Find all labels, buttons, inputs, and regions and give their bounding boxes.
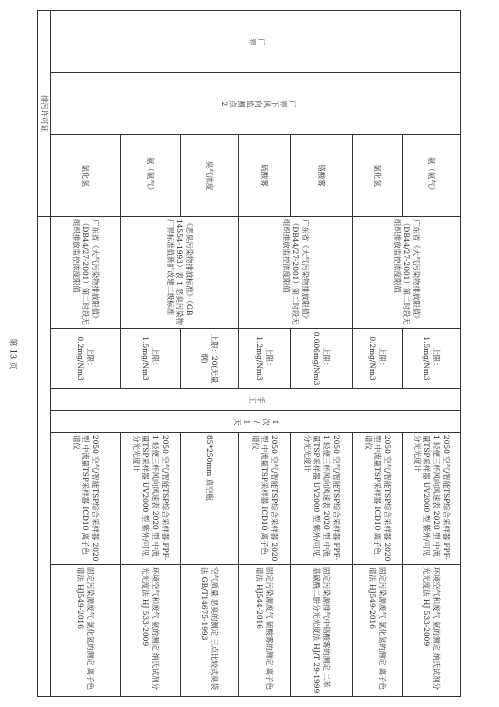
method-cell — [353, 433, 403, 565]
limit-prefix: 上限： — [378, 347, 388, 370]
pollutant-cell — [403, 135, 461, 217]
limit-cell — [51, 329, 121, 389]
pollutant-cell — [181, 135, 239, 217]
limit-value: 0.2mg/Nm3 — [368, 336, 378, 381]
limit-prefix: 上限： — [322, 347, 332, 370]
standard-label: 广东省《大气污染物排放限值》（DB44/27-2001）第二时段无组织排放监控浓度限值 — [281, 219, 311, 325]
pollutant-label: 氯化氢 — [373, 164, 383, 187]
method-label: 2050 空气/智能TSP综合采样器 2020 型 中流量TSP采样器 ICD10 离子色谱仪 — [71, 435, 101, 562]
method-label: 2050 空气/智能TSP综合采样器 FPF-1 轻便三杯风向风速表 2020 型 中流量TSP采样器 UV2000 型 紫外/可见分光光度计 — [412, 435, 452, 560]
monitoring-table — [37, 10, 461, 697]
pollutant-cell — [291, 135, 353, 217]
limit-prefix: 上限： — [151, 347, 161, 370]
method-cell — [121, 433, 181, 565]
method-cell — [181, 433, 239, 565]
standard-cell — [121, 217, 239, 329]
standard-ref-cell — [403, 565, 461, 697]
standard-ref-label: 环境空气和废气 氨的测定 纳氏试剂分光光度法 HJ 533-2009 — [422, 567, 442, 690]
pollutant-label: 氨（氨气） — [427, 157, 437, 194]
method-cell — [51, 433, 121, 565]
pollutant-cell — [353, 135, 403, 217]
standard-ref-label: 空气质量 恶臭的测定 三点比较式臭袋法 GB/T14675-1993 — [200, 567, 220, 690]
limit-cell — [239, 329, 291, 389]
permit-label: 排污许可证 — [40, 95, 49, 132]
page-number — [6, 336, 20, 372]
limit-value: 1.2mg/Nm3 — [255, 336, 265, 381]
method-cell — [403, 433, 461, 565]
standard-cell — [51, 217, 121, 329]
limit-cell — [403, 329, 461, 389]
limit-cell — [291, 329, 353, 389]
standard-ref-label: 固定污染源废气 氯化氢的测定 离子色谱法 HJ549-2016 — [76, 567, 96, 690]
method-label: 2050 空气/智能TSP综合采样器 FPF-1 轻便三杯风向风速表 2020 型 中流量TSP采样器 UV2000 型 紫外/可见分光光度计 — [131, 435, 171, 560]
standard-ref-cell — [121, 565, 181, 697]
standard-ref-cell — [291, 565, 353, 697]
standard-cell — [239, 217, 353, 329]
rotated-monitoring-table — [40, 10, 461, 696]
standard-ref-label: 固定污染源废气 硫酸雾的测定 离子色谱法 HJ544-2016 — [255, 567, 275, 690]
pollutant-label: 铬酸雾 — [317, 164, 327, 187]
method-cell — [239, 433, 291, 565]
method-label: 2050 空气/智能TSP综合采样器 2020 型 中流量TSP采样器 ICD10 离子色谱仪 — [363, 435, 393, 562]
limit-prefix: 上限： — [265, 347, 275, 370]
limit-prefix: 上限： — [432, 347, 442, 370]
standard-ref-label: 固定污染源排气中铬酸雾的测定 二苯基碳酰二肼分光光度法 HJ/T 29-1999 — [312, 567, 332, 694]
standard-ref-cell — [51, 565, 121, 697]
method-label: 2050 空气/智能TSP综合采样器 2020 型 中流量TSP采样器 ICD10 离子色谱仪 — [250, 435, 280, 562]
site-label: 厂界 — [248, 37, 266, 47]
standard-cell — [353, 217, 461, 329]
limit-value: 1.5mg/Nm3 — [141, 336, 151, 381]
pollutant-label: 氨（氨气） — [146, 157, 156, 194]
point-label: 厂界下风向监测点2 — [218, 99, 296, 109]
method-label: 2050 空气/智能TSP综合采样器 FPF-1 轻便三杯风向风速表 2020 型 中流量TSP采样器 UV2000 型 紫外/可见分光光度计 — [302, 435, 342, 560]
table-row — [403, 11, 461, 697]
pollutant-label: 硫酸雾 — [260, 164, 270, 187]
limit-cell — [181, 329, 239, 389]
standard-ref-cell — [353, 565, 403, 697]
limit-cell — [121, 329, 181, 389]
site-cell — [51, 11, 461, 73]
point-cell — [51, 73, 461, 135]
standard-ref-label: 环境空气和废气 氨的测定 纳氏试剂分光光度法 HJ 533-2009 — [141, 567, 161, 690]
standard-ref-cell — [181, 565, 239, 697]
frequency-cell — [51, 411, 461, 433]
standard-label: 广东省《大气污染物排放限值》（DB44/27-2001）第二时段无组织排放监控浓度限值 — [392, 219, 422, 325]
pollutant-cell — [239, 135, 291, 217]
pollutant-cell — [51, 135, 121, 217]
standard-ref-cell — [239, 565, 291, 697]
sampling-label: 手工 — [248, 395, 266, 405]
page-number-text: 第 13 页 — [8, 338, 18, 370]
standard-label: 广东省《大气污染物排放限值》（DB44/27-2001）第二时段无组织排放监控浓度限值 — [71, 219, 101, 325]
standard-label: 《恶臭污染物排放标准》（GB 14554-1993）表 1 恶臭污染物厂界标准值新扩改建二级标准 — [165, 219, 195, 325]
limit-value: 0.006mg/Nm3 — [312, 331, 322, 386]
limit-prefix: 上限： — [210, 333, 220, 357]
permit-cell — [38, 11, 51, 217]
frequency-label: 1次/1天 — [233, 417, 281, 427]
limit-prefix: 上限： — [86, 347, 96, 370]
sampling-cell — [51, 389, 461, 411]
standard-ref-label: 固定污染源废气 氯化氢的测定 离子色谱法 HJ549-2016 — [368, 567, 388, 690]
pollutant-label: 臭气浓度 — [205, 160, 215, 191]
limit-value: 1.5mg/Nm3 — [422, 336, 432, 381]
pollutant-label: 氯化氢 — [81, 164, 91, 187]
table-row — [38, 11, 51, 697]
limit-value: 0.2mg/Nm3 — [76, 336, 86, 381]
method-cell — [291, 433, 353, 565]
pollutant-cell — [121, 135, 181, 217]
limit-value: 20(无量纲) — [200, 353, 220, 384]
method-label: 85*250mm 真空瓶 — [205, 435, 215, 501]
permit-empty-cell — [38, 217, 51, 697]
limit-cell — [353, 329, 403, 389]
